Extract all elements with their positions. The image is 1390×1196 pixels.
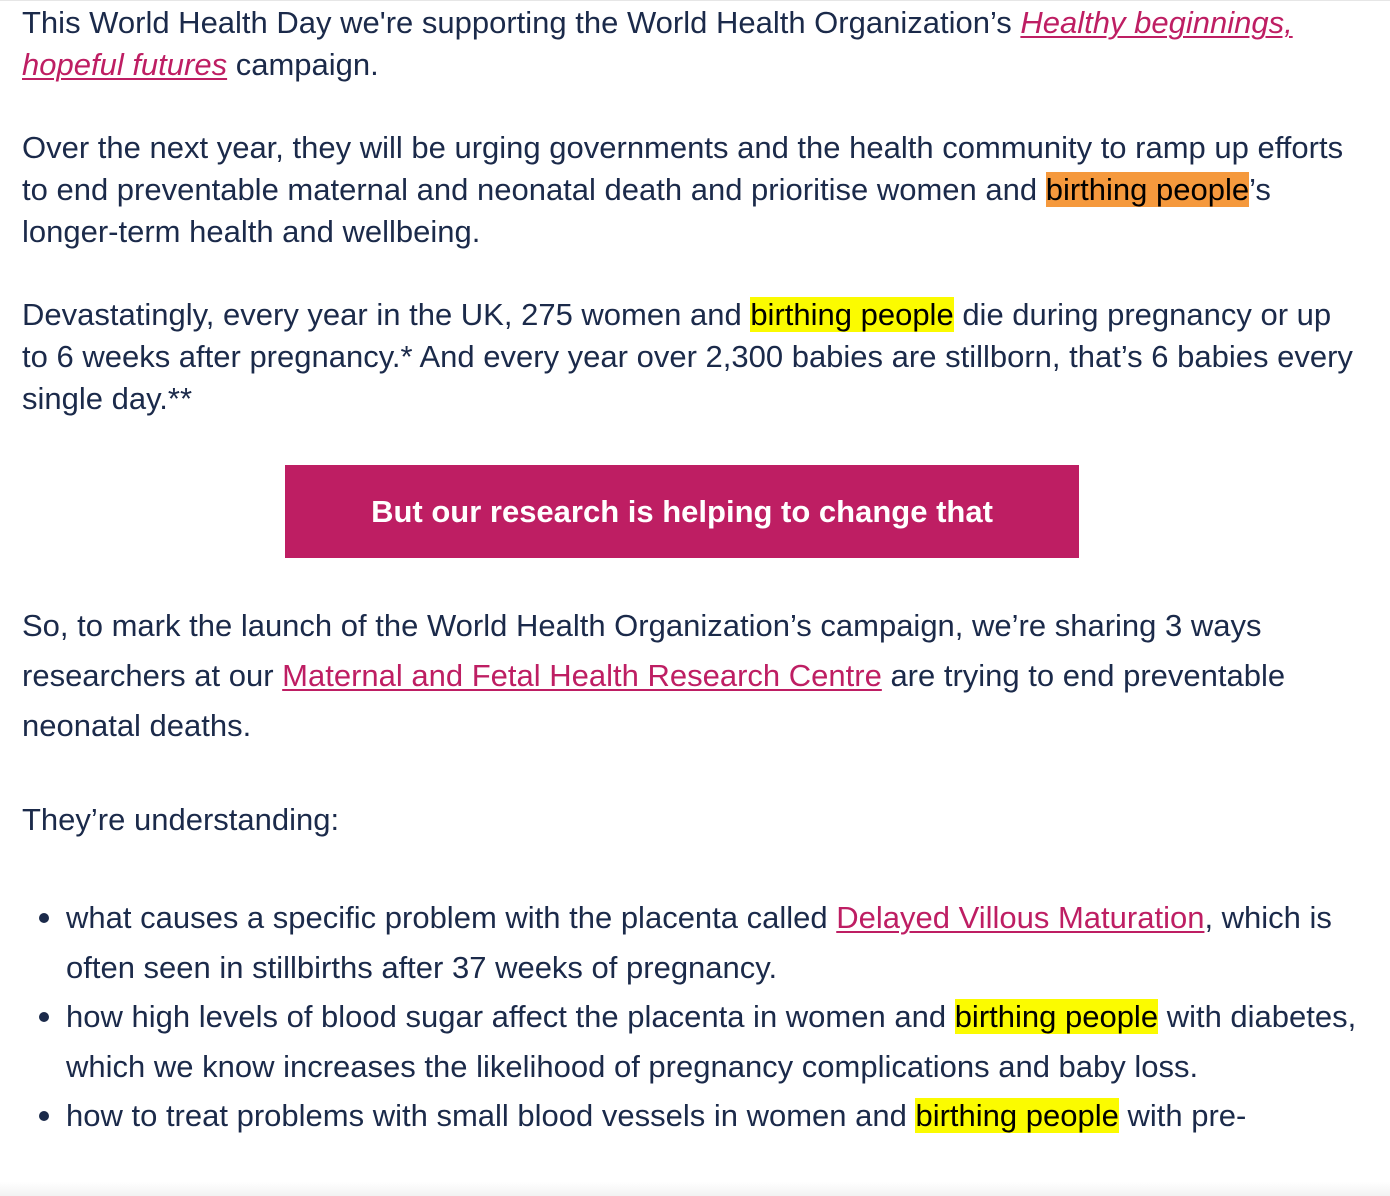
intro-text-before: This World Health Day we're supporting the World Health Organization’s [22,5,1021,40]
research-cta-button[interactable]: But our research is helping to change that [285,465,1079,558]
statistics-text-after: die during pregnancy or up to 6 weeks after pregnancy.* And every year over 2,300 babies are stillborn, that’s 6 babies every single day.** [22,297,1353,416]
list-item [66,1091,1390,1141]
understanding-heading: They’re understanding: [22,802,340,837]
list-item-text-before: how to treat problems with small blood vessels in women and [66,1098,916,1133]
research-list [22,893,1390,1141]
list-item-text-after: , which is often seen in stillbirths after 37 weeks of pregnancy. [66,900,1332,985]
highlight-birthing-people: birthing people [954,999,1159,1034]
campaign-paragraph [22,127,1362,253]
statistics-text-before: Devastatingly, every year in the UK, 275 women and [22,297,751,332]
delayed-villous-maturation-link[interactable]: Delayed Villous Maturation [836,900,1205,935]
list-item-text-after: with diabetes, which we know increases the likelihood of pregnancy complications and baby loss. [66,999,1357,1084]
list-item-text-before: how high levels of blood sugar affect the placenta in women and [66,999,955,1034]
research-centre-link[interactable]: Maternal and Fetal Health Research Centre [282,658,882,693]
highlight-birthing-people: birthing people [915,1098,1119,1133]
list-item-text-after: with pre- [1118,1098,1247,1133]
list-item [66,992,1390,1091]
bullet-dot-icon [39,1111,49,1121]
list-item-text-before: what causes a specific problem with the placenta called [66,900,837,935]
campaign-text-before: Over the next year, they will be urging governments and the health community to ramp up efforts to end preventable maternal and neonatal death and prioritise women and [22,130,1344,207]
campaign-link[interactable]: Healthy beginnings, hopeful futures [22,5,1293,82]
bottom-fade [0,1182,1390,1196]
campaign-text-after: ’s longer-term health and wellbeing. [22,172,1271,249]
list-item [66,893,1390,992]
bullet-dot-icon [39,1012,49,1022]
intro-text-after: campaign. [227,47,379,82]
top-divider [0,0,1390,1]
highlight-birthing-people: birthing people [750,297,954,332]
bullet-dot-icon [39,913,49,923]
statistics-paragraph [22,294,1362,420]
research-centre-paragraph [22,601,1362,751]
research-text-after: are trying to end preventable neonatal deaths. [22,658,1286,743]
research-text-before: So, to mark the launch of the World Health Organization’s campaign, we’re sharing 3 ways researchers at our [22,608,1262,693]
intro-paragraph [22,2,1362,86]
highlight-birthing-people-orange: birthing people [1045,172,1250,207]
